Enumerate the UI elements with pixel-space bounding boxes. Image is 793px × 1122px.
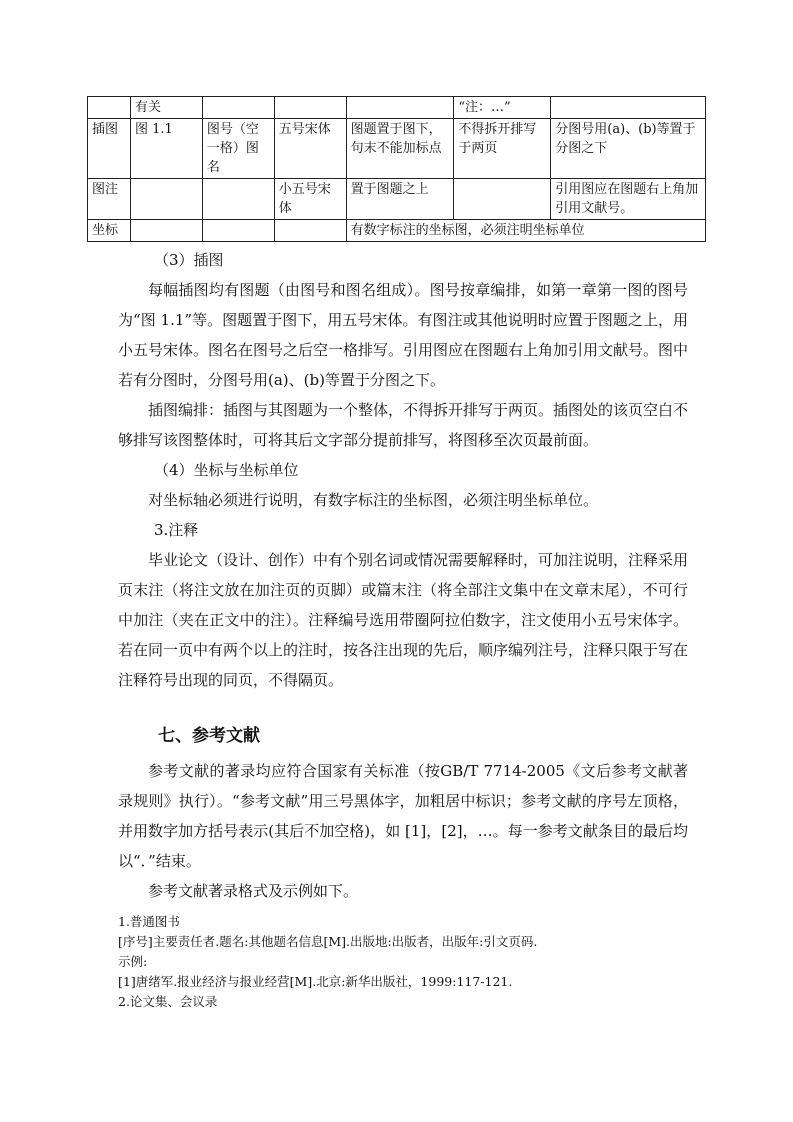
table-cell xyxy=(130,220,202,242)
section-title: 七、参考文献 xyxy=(158,726,260,746)
paragraph: 插图编排：插图与其图题为一个整体，不得拆开排写于两页。插图处的该页空白不够排写该图整体时，可将其后文字部分提前排写，将图移至次页最前面。 xyxy=(118,401,689,449)
table-cell: 坐标 xyxy=(88,220,131,242)
paragraph: 参考文献的著录均应符合国家有关标准（按GB/T 7714-2005《文后参考文献著录规则》执行）。“参考文献”用三号黑体字，加粗居中标识；参考文献的序号左顶格，并用数字加方括号表示(其后不加空格)，如 [1]，[2]，…。每一参考文献条目的最后均以“．”结束。 xyxy=(118,762,688,870)
reference-line: 示例: xyxy=(118,954,148,969)
table-cell xyxy=(274,220,346,242)
table-cell: 不得拆开排写于两页 xyxy=(454,119,551,179)
table-cell: 插图 xyxy=(88,119,131,179)
table-row xyxy=(88,97,706,119)
table-row xyxy=(88,220,706,242)
table-cell: 图题置于图下，句末不能加标点 xyxy=(346,119,454,179)
table-cell xyxy=(130,179,202,220)
section-illustration xyxy=(118,245,688,695)
table-cell xyxy=(454,179,551,220)
paragraph: 参考文献著录格式及示例如下。 xyxy=(148,882,359,900)
subsection-heading: （4）坐标与坐标单位 xyxy=(154,461,299,479)
table-cell: 图 1.1 xyxy=(130,119,202,179)
reference-line: [1]唐绪军.报业经济与报业经营[M].北京:新华出版社，1999:117-121. xyxy=(118,974,513,989)
reference-examples xyxy=(118,912,698,1012)
reference-line: [序号]主要责任者.题名:其他题名信息[M].出版地:出版者，出版年:引文页码. xyxy=(118,934,538,949)
table-cell xyxy=(202,220,274,242)
table-cell: 图号（空一格）图名 xyxy=(202,119,274,179)
subsection-heading: 3.注释 xyxy=(154,521,199,539)
table-cell: 有数字标注的坐标图，必须注明坐标单位 xyxy=(346,220,705,242)
table-cell: “注：…” xyxy=(454,97,551,119)
section-references xyxy=(118,756,688,906)
table-cell: 分图号用(a)、(b)等置于分图之下 xyxy=(551,119,706,179)
paragraph: 每幅插图均有图题（由图号和图名组成）。图号按章编排，如第一章第一图的图号为“图 1.1”等。图题置于图下，用五号宋体。有图注或其他说明时应置于图题之上，用小五号宋体。图名在图号之后空一格排写。引用图应在图题右上角加引用文献号。图中若有分图时，分图号用(a)、(b)等置于分图之下。 xyxy=(118,281,689,389)
table-cell: 引用图应在图题右上角加引用文献号。 xyxy=(551,179,706,220)
table-cell xyxy=(346,97,454,119)
table-cell xyxy=(88,97,131,119)
paragraph: 毕业论文（设计、创作）中有个别名词或情况需要解释时，可加注说明，注释采用页末注（将注文放在加注页的页脚）或篇末注（将全部注文集中在文章末尾），不可行中加注（夹在正文中的注）。注释编号选用带圈阿拉伯数字，注文使用小五号宋体字。若在同一页中有两个以上的注时，按各注出现的先后，顺序编列注号，注释只限于写在注释符号出现的同页，不得隔页。 xyxy=(118,551,689,689)
table-cell: 五号宋体 xyxy=(274,119,346,179)
table-cell: 图注 xyxy=(88,179,131,220)
paragraph: 对坐标轴必须进行说明，有数字标注的坐标图，必须注明坐标单位。 xyxy=(148,491,599,509)
table-row xyxy=(88,179,706,220)
reference-line: 1.普通图书 xyxy=(118,914,180,929)
subsection-heading: （3）插图 xyxy=(154,251,224,269)
table-cell: 有关 xyxy=(130,97,202,119)
table-cell: 小五号宋体 xyxy=(274,179,346,220)
format-table xyxy=(87,96,706,242)
table-row xyxy=(88,119,706,179)
table-cell: 置于图题之上 xyxy=(346,179,454,220)
table-cell xyxy=(202,97,274,119)
reference-line: 2.论文集、会议录 xyxy=(118,994,218,1009)
table-cell xyxy=(551,97,706,119)
table-cell xyxy=(202,179,274,220)
table-cell xyxy=(274,97,346,119)
